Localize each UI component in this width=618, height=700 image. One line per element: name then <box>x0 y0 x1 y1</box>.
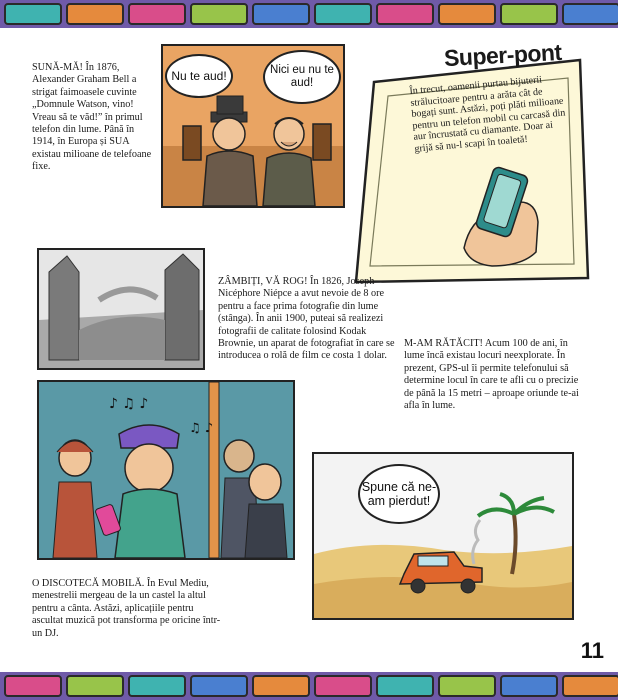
phone-history-text: SUNĂ-MĂ! În 1876, Alexander Graham Bell a strigat faimoasele cuvinte „Domnule Watson, vino! Vreau să te văd!” în primul telefon din lume. Până în 1914, în Europa și SUA existau milioane de telefoane fixe. <box>32 62 152 173</box>
mobile-disco-text: O DISCOTECĂ MOBILĂ. În Evul Mediu, menestrelii mergeau de la un castel la altul pentru a cânta. Astăzi, aplicațiile pentru ascultat muzică pot transforma pe oricine într-un DJ. <box>32 578 221 639</box>
photography-history-text: ZÂMBIȚI, VĂ ROG! În 1826, Joseph Nicéphore Niépce a avut nevoie de 8 ore pentru a face prima fotografie din lume (stânga). În anii 1900, puteai să realizezi fotografii de calitate folosind Kodak Brownie, un aparat de fotografiat în care se introducea o rolă de film ce costa 1 dolar. <box>218 276 395 362</box>
first-photo-panel <box>37 248 205 370</box>
svg-text:♪ ♫ ♪: ♪ ♫ ♪ <box>109 396 149 412</box>
desert-gps-panel <box>312 452 574 620</box>
mobile-disco-illustration <box>39 382 293 558</box>
phone-comic-panel <box>161 44 345 208</box>
desert-gps-illustration <box>314 454 572 618</box>
decorative-border-top <box>0 0 618 28</box>
speech-bubble-desert: Spune că ne-am pierdut! <box>358 464 440 524</box>
decorative-border-bottom <box>0 672 618 700</box>
svg-text:♫ ♪: ♫ ♪ <box>189 421 214 436</box>
gps-history-text: M-AM RĂTĂCIT! Acum 100 de ani, în lume încă existau locuri neexplorate. În prezent, GPS-ul îi permite telefonului să determine locul în care te afli cu o precizie de până la 15 metri – aproape oriunde te-ai afla în lume. <box>404 338 579 412</box>
speech-bubble-right: Nici eu nu te aud! <box>263 50 341 104</box>
mobile-disco-panel <box>37 380 295 560</box>
page-number: 11 <box>580 638 604 663</box>
speech-bubble-left: Nu te aud! <box>165 54 233 98</box>
super-pont-text: În trecut, oamenii purtau bijuterii strălucitoare pentru a arăta cât de bogați sunt. Astăzi, poți plăti milioane pentru un telefon mobil cu carcasă din aur încrustată cu diamante. Doar ai grijă să nu-l scapi în toaletă! <box>409 74 566 155</box>
super-pont-title: Super-pont <box>443 38 563 72</box>
first-photo-illustration <box>39 250 203 368</box>
